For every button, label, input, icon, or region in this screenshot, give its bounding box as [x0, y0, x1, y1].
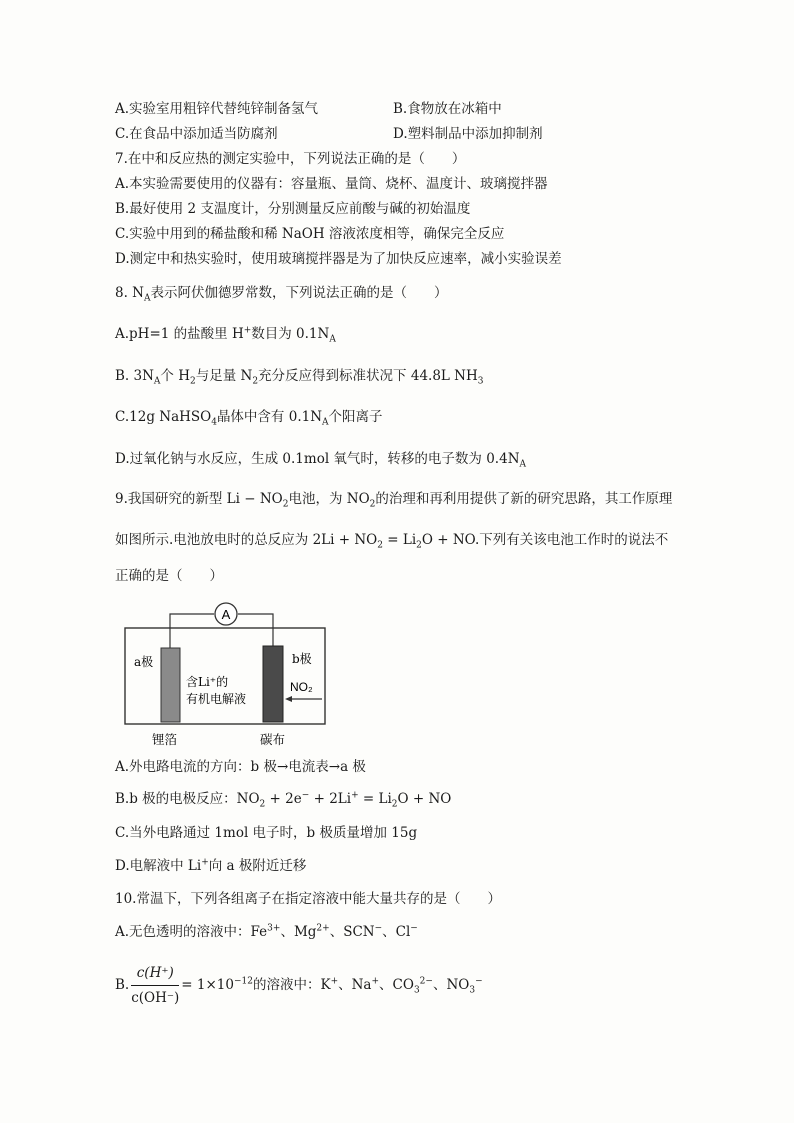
electrolyte-label-1: 含Li⁺的	[186, 675, 229, 689]
electrode-b-label: b极	[292, 652, 312, 666]
wire-left	[170, 614, 214, 648]
gas-label: NO₂	[290, 680, 313, 694]
q9-option-c: C.当外电路通过 1mol 电子时，b 极质量增加 15g	[115, 825, 418, 841]
q6-option-c: C.在食品中添加适当防腐剂	[115, 126, 278, 142]
wire-right	[238, 614, 273, 648]
concentration-ratio: $\frac{c(H^+)}{c(OH^-)}$	[131, 962, 179, 1009]
q7-option-c: C.实验中用到的稀盐酸和稀 NaOH 溶液浓度相等，确保完全反应	[115, 226, 505, 242]
carbon-cloth-label: 碳布	[260, 732, 286, 747]
q8-option-d: D.过氧化钠与水反应，生成 0.1mol 氧气时，转移的电子数为 $0.4N_A$	[115, 451, 527, 470]
electrode-a-label: a极	[134, 655, 154, 669]
battery-diagram	[122, 600, 334, 748]
q7-option-b: B.最好使用 2 支温度计，分别测量反应前酸与碱的初始温度	[115, 201, 471, 217]
q6-option-b: B.食物放在冰箱中	[393, 101, 502, 117]
lithium-foil-label: 锂箔	[152, 732, 178, 747]
q8-stem: 8. $N_A$表示阿伏伽德罗常数，下列说法正确的是（ ）	[115, 285, 448, 304]
arrow-head-icon	[285, 696, 292, 702]
electrode-b	[263, 646, 283, 722]
q10-option-a: A.无色透明的溶液中：$Fe^{3+}$、$Mg^{2+}$、SCN−、Cl−	[115, 923, 418, 940]
q10-option-b: B. $\frac{c(H^+)}{c(OH^-)}$ = $1\times 10^{-12}$的溶液中：K+、Na+、$CO_3^{2-}$、$NO_3^-$	[115, 962, 483, 1009]
q9-option-d: D.电解液中 Li+向 a 极附近迁移	[115, 857, 307, 874]
electrode-a	[161, 648, 180, 722]
q7-stem: 7.在中和反应热的测定实验中，下列说法正确的是（ ）	[115, 151, 466, 167]
q9-stem-line3: 正确的是（ ）	[115, 568, 223, 584]
q8-option-a: A.pH=1 的盐酸里 H+数目为 $0.1N_A$	[115, 325, 336, 345]
q7-option-d: D.测定中和热实验时，使用玻璃搅拌器是为了加快反应速率，减小实验误差	[115, 251, 562, 267]
electrolyte-label-2: 有机电解液	[186, 692, 247, 706]
q8-option-c: C.12g NaHSO$_4$晶体中含有 $0.1N_A$个阳离子	[115, 409, 383, 428]
ammeter-label: A	[221, 607, 231, 622]
q6-option-a: A.实验室用粗锌代替纯锌制备氢气	[115, 101, 319, 117]
q7-option-a: A.本实验需要使用的仪器有：容量瓶、量筒、烧杯、温度计、玻璃搅拌器	[115, 176, 548, 192]
q9-stem-line1: 9.我国研究的新型 $Li - NO_2$电池，为 $NO_2$的治理和再利用提供了新的研究思路，其工作原理	[115, 491, 673, 510]
q9-option-b: B.b 极的电极反应：$NO_2 + 2e^- + 2Li^+ = Li_2O$ + NO	[115, 790, 452, 810]
q9-stem-line2: 如图所示.电池放电时的总反应为 $2Li + NO_2 = Li_2O$ + NO.下列有关该电池工作时的说法不	[115, 532, 669, 551]
q8-option-b: B. $3N_A$个 $H_2$与足量 $N_2$充分反应得到标准状况下 44.8L $NH_3$	[115, 368, 484, 387]
q9-option-a: A.外电路电流的方向：b 极→电流表→a 极	[115, 759, 366, 775]
q10-stem: 10.常温下，下列各组离子在指定溶液中能大量共存的是（ ）	[115, 891, 501, 907]
q6-option-d: D.塑料制品中添加抑制剂	[393, 126, 543, 142]
